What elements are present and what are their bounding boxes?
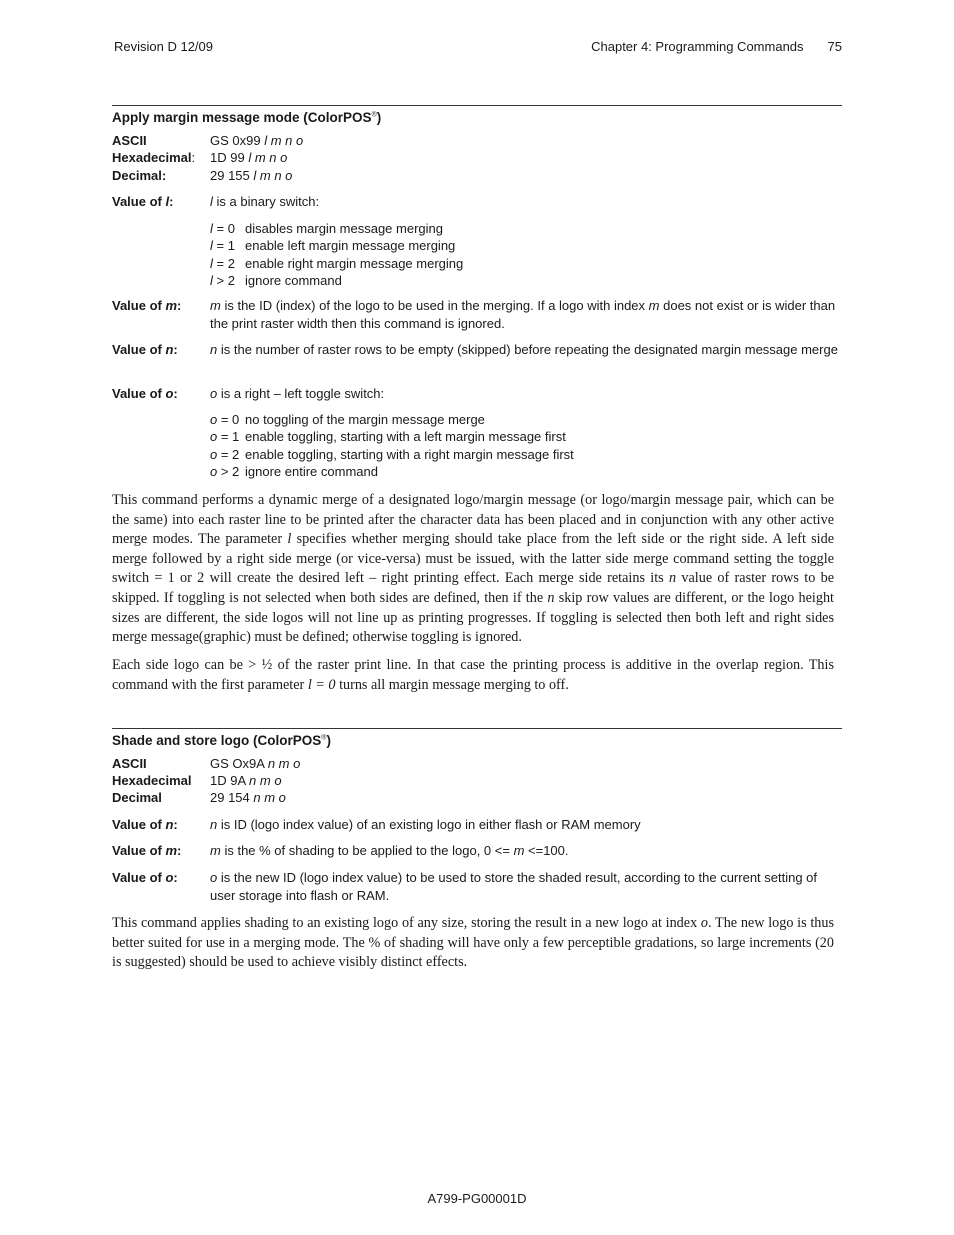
value-n-text: n is the number of raster rows to be empty (skipped) before repeating the designated margin message merge — [210, 342, 838, 357]
value-o-label: Value of o: — [112, 870, 178, 885]
hex-value: 1D 9A n m o — [210, 773, 282, 788]
body-paragraph-side-logo: Each side logo can be > ½ of the raster print line. In that case the printing process is additive in the overlap region. This command with the first parameter l = 0 turns all margin message merging to off. — [112, 657, 834, 693]
list-item: o = 1 enable toggling, starting with a left margin message first — [210, 429, 566, 445]
header-revision: Revision D 12/09 — [114, 39, 213, 54]
l-value-list — [210, 220, 463, 289]
header-chapter-info — [591, 39, 842, 54]
value-o-text: o is the new ID (logo index value) to be used to store the shaded result, according to the current setting of user storage into flash or RAM. — [210, 870, 818, 903]
ascii-value: GS 0x99 l m n o — [210, 133, 304, 148]
decimal-label: Decimal: — [112, 168, 167, 183]
section-divider — [112, 105, 842, 106]
value-o-label: Value of o: — [112, 386, 178, 401]
ascii-label: ASCII — [112, 756, 147, 771]
hex-value: 1D 99 l m n o — [210, 150, 288, 165]
list-item: o > 2 ignore entire command — [210, 463, 378, 479]
decimal-value: 29 154 n m o — [210, 790, 286, 805]
value-m-text: m is the ID (index) of the logo to be used in the merging. If a logo with index m does not exist or is wider than the print raster width then this command is ignored. — [210, 298, 836, 331]
list-item: o = 2 enable toggling, starting with a right margin message first — [210, 446, 574, 462]
value-o-text: o is a right – left toggle switch: — [210, 386, 385, 401]
section-divider — [112, 728, 842, 729]
value-l-label: Value of l: — [112, 194, 174, 209]
hex-label: Hexadecimal: — [112, 150, 196, 165]
hex-label: Hexadecimal — [112, 773, 192, 788]
value-l-text: l is a binary switch: — [210, 194, 320, 209]
ascii-label: ASCII — [112, 133, 147, 148]
list-item: l = 1 enable left margin message merging — [210, 238, 456, 254]
list-item: o = 0 no toggling of the margin message merge — [210, 412, 485, 427]
decimal-label: Decimal — [112, 790, 162, 805]
header-chapter: Chapter 4: Programming Commands — [591, 39, 804, 54]
registered-mark: ® — [371, 111, 377, 119]
ascii-value: GS Ox9A n m o — [210, 756, 301, 771]
page-number: 75 — [827, 39, 842, 54]
value-n-label: Value of n: — [112, 817, 178, 832]
section-title-apply-margin: Apply margin message mode (ColorPOS®) — [112, 110, 382, 125]
value-m-text: m is the % of shading to be applied to the logo, 0 <= m <=100. — [210, 843, 569, 858]
body-paragraph-merge: This command performs a dynamic merge of a designated logo/margin message (or logo/margin message pair, which can be the same) into each raster line to be printed after the character data has been placed and in conjunction with any other active merge modes. The parameter l specifies whether merging should take place from the left side or the right side. A left side merge followed by a right side merge (or vice-versa) must be issued, with the latter side merge command setting the toggle switch = 1 or 2 will create the desired left – right printing effect. Each merge side retains its n value of raster rows to be skipped. If toggling is not selected when both sides are defined, then if the n skip row values are different, or the logo height sizes are different, the side logos will not line up as printing progresses. If toggling is selected then both left and right sides merge message(graphic) must be defined; otherwise toggling is ignored. — [112, 492, 835, 646]
body-paragraph-shading: This command applies shading to an existing logo of any size, storing the result in a new logo at index o. The new logo is thus better suited for use in a merging mode. The % of shading will have only a few perceptible gradations, so large increments (20 is suggested) should be used to achieve visibly distinct effects. — [112, 915, 834, 971]
value-m-label: Value of m: — [112, 843, 182, 858]
value-n-text: n is ID (logo index value) of an existing logo in either flash or RAM memory — [210, 817, 641, 832]
section-title-shade-logo: Shade and store logo (ColorPOS®) — [112, 733, 331, 748]
list-item: l > 2 ignore command — [210, 272, 342, 288]
footer-doc-id: A799-PG00001D — [427, 1191, 527, 1206]
list-item: l = 0 disables margin message merging — [210, 221, 443, 236]
decimal-value: 29 155 l m n o — [210, 168, 293, 183]
registered-mark: ® — [321, 734, 327, 742]
o-value-list — [210, 411, 574, 480]
value-m-label: Value of m: — [112, 298, 182, 313]
list-item: l = 2 enable right margin message merging — [210, 255, 464, 271]
value-n-label: Value of n: — [112, 342, 178, 357]
